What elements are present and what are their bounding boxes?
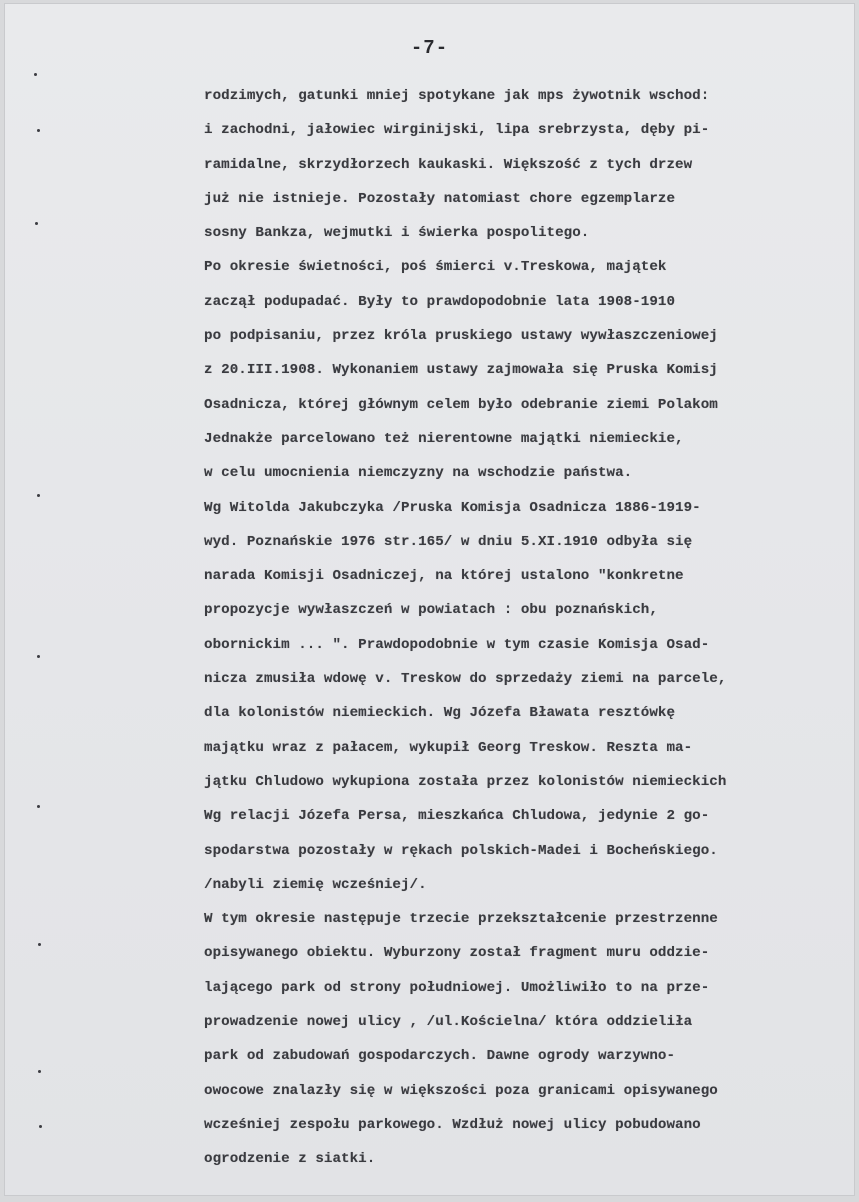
margin-speck: [38, 1070, 41, 1073]
text-line: wyd. Poznańskie 1976 str.165/ w dniu 5.XI.1910 odbyła się: [204, 533, 693, 550]
text-line: jątku Chludowo wykupiona została przez kolonistów niemieckich: [204, 773, 727, 790]
text-line: Osadnicza, której głównym celem było odebranie ziemi Polakom: [204, 396, 718, 413]
text-line: Po okresie świetności, poś śmierci v.Treskowa, majątek: [204, 259, 667, 276]
text-line: rodzimych, gatunki mniej spotykane jak mps żywotnik wschod:: [204, 88, 710, 104]
document-page: [4, 3, 855, 1196]
text-line: prowadzenie nowej ulicy , /ul.Kościelna/ która oddzieliła: [204, 1014, 693, 1031]
margin-speck: [37, 129, 40, 132]
text-line: propozycje wywłaszczeń w powiatach : obu poznańskich,: [204, 602, 658, 619]
margin-speck: [35, 222, 38, 225]
text-line: i zachodni, jałowiec wirginijski, lipa srebrzysta, dęby pi-: [204, 122, 710, 139]
text-line: w celu umocnienia niemczyzny na wschodzie państwa.: [204, 465, 633, 482]
margin-speck: [37, 655, 40, 658]
text-line: /nabyli ziemię wcześniej/.: [204, 876, 427, 893]
page-number: -7-: [410, 37, 449, 59]
margin-speck: [37, 494, 40, 497]
margin-speck: [38, 943, 41, 946]
text-line: opisywanego obiektu. Wyburzony został fragment muru oddzie-: [204, 945, 710, 962]
text-line: dla kolonistów niemieckich. Wg Józefa Bławata resztówkę: [204, 705, 676, 722]
text-line: owocowe znalazły się w większości poza granicami opisywanego: [204, 1082, 718, 1099]
text-line: lającego park od strony południowej. Umożliwiło to na prze-: [204, 979, 710, 996]
text-line: Jednakże parcelowano też nierentowne majątki niemieckie,: [204, 430, 684, 447]
margin-speck: [37, 805, 40, 808]
text-line: majątku wraz z pałacem, wykupił Georg Treskow. Reszta ma-: [204, 739, 693, 756]
margin-speck: [34, 73, 37, 76]
text-line: park od zabudowań gospodarczych. Dawne ogrody warzywno-: [204, 1048, 676, 1065]
text-line: spodarstwa pozostały w rękach polskich-Madei i Bocheńskiego.: [204, 842, 718, 859]
text-line: W tym okresie następuje trzecie przekształcenie przestrzenne: [204, 911, 718, 928]
text-line: z 20.III.1908. Wykonaniem ustawy zajmowała się Pruska Komisj: [204, 362, 718, 379]
text-line: ogrodzenie z siatki.: [204, 1151, 376, 1168]
typed-text-body: [204, 79, 844, 1177]
text-line: już nie istnieje. Pozostały natomiast chore egzemplarze: [204, 190, 676, 207]
text-line: po podpisaniu, przez króla pruskiego ustawy wywłaszczeniowej: [204, 328, 718, 345]
text-line: nicza zmusiła wdowę v. Treskow do sprzedaży ziemi na parcele,: [204, 671, 727, 688]
text-line: ramidalne, skrzydłorzech kaukaski. Większość z tych drzew: [204, 156, 693, 173]
text-line: sosny Bankza, wejmutki i świerka pospolitego.: [204, 225, 590, 242]
text-line: wcześniej zespołu parkowego. Wzdłuż nowej ulicy pobudowano: [204, 1116, 701, 1133]
text-line: zaczął podupadać. Były to prawdopodobnie lata 1908-1910: [204, 293, 676, 310]
text-line: narada Komisji Osadniczej, na której ustalono "konkretne: [204, 568, 684, 585]
margin-speck: [39, 1125, 42, 1128]
text-line: obornickim ... ". Prawdopodobnie w tym czasie Komisja Osad-: [204, 636, 710, 653]
text-line: Wg Witolda Jakubczyka /Pruska Komisja Osadnicza 1886-1919-: [204, 499, 701, 516]
text-line: Wg relacji Józefa Persa, mieszkańca Chludowa, jedynie 2 go-: [204, 808, 710, 825]
